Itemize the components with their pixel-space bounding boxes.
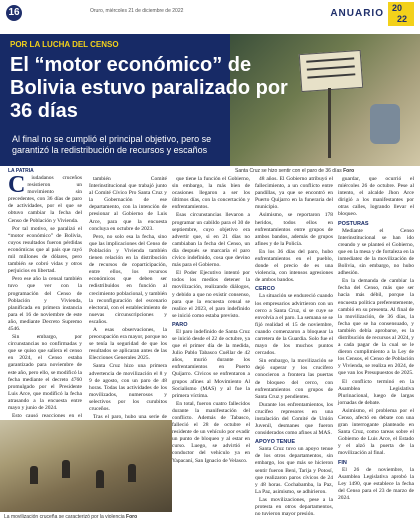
heading-paro: PARO <box>172 321 188 328</box>
motorcycle <box>370 104 400 144</box>
photo-caption-top: Santa Cruz se hizo sentir con el paro de 36 días Foro <box>235 168 355 174</box>
column-5: guardar, que ocurrió el miércoles 26 de octubre. Pese al intento, el alcalde Jhon Arce dirigió a los manifestantes por otras calles, logrando llevar el bloqueo. POSTURAS Mediante el Censo Interinstitucional se han ido creando y se planteó el Gobierno, que en la mesa y de fortaleza en la inmediatez de la movilización de Bolivia, sin embargo, no hubo adhesión. En la demanda de cambiar la fecha del Censo, más que ser hacia más débil, porque la encuesta política preferentemente, cambió en su presenta. Al final de la movilización, de 36 días, la fecha que se ha consensuado, y también debía aprobarse, es la distribución de recursos al 2024, y a cada pagar de la cual se le dieron cumplimiento a la Ley de los Censos, el Censo de Población y Vivienda, se realiza en 2024, de que van los Presupuestos de 2025. El conflicto terminó en la Asamblea Legislativa Plurinacional, luego de largas jornadas de debate. Asimismo, el problema por el Censo, afectó en debate con una gran interrogante planteado en Santa Cruz, como tareas sobre el Gobierno de Luis Arce, el Estado y el alzó la puerta de la movilización al final. FIN El 26 de noviembre, la Asamblea Legislativa aprobó la Ley 1490, que establece la fecha del Censo para el 23 de marzo de 2024. <box>338 176 414 501</box>
sign-pole <box>328 88 331 158</box>
top-bar <box>0 0 420 30</box>
protester-figure <box>96 470 104 488</box>
heading-cerco: CERCO <box>255 286 275 293</box>
year-logo <box>388 2 414 26</box>
page-number: 16 <box>6 5 22 21</box>
protester-figure <box>30 466 38 484</box>
byline: LA PATRIA <box>8 168 34 174</box>
heading-apoyo-tenue: APOYO TENUE <box>255 439 296 446</box>
kicker: POR LA LUCHA DEL CENSO <box>10 40 119 49</box>
protest-sign <box>299 50 363 92</box>
subheadline: Al final no se cumplió el principal objetivo, pero se garantizó la redistribución de recursos y escaños <box>12 134 212 155</box>
year-bottom: 22 <box>397 14 408 24</box>
headline: El “motor económico” de Bolivia estuvo paralizado por 36 días <box>10 54 288 122</box>
dropcap: C <box>8 172 26 198</box>
photo-caption-bottom: La movilización cruceña se caracterizó por la violencia Foro <box>4 514 138 520</box>
protest-photo-bottom <box>0 420 172 512</box>
column-1: LA PATRIA C iudadanos cruceños resistieron un movimiento sin precedentes, con 36 días de paro de actividades, por el que se obtuvo cambiar la fecha del Censo de Población y Vivienda. Por tal motivo, se paralizó el “motor económico” de Bolivia, cuyos resultados fueron pérdidas económicas que al país que rayó mil millones de dólares, pero también se cobró vidas y otros perjuicios en libertad. Pero ese año la censal también tuvo que ver con la programación del Censo de Población y Vivienda, planificada en primera instancia para el 16 de noviembre de este año, mediante Decreto Supremo 4546. Sin embargo, por circunstancias no confirmadas y que se quiso que saliera el censo en 2024, el Censo estaba garantizado para noviembre de este año, pero ello, se modificó la fecha mediante el decreto 4760 promulgado por el Presidente Luis Arce, que modificó la fecha atrasando a la encuesta entre mayo y junio de 2024. Esto causó reacciones en el <box>8 168 82 420</box>
protester-figure <box>62 460 70 478</box>
heading-posturas: POSTURAS <box>338 220 369 227</box>
protester-figure <box>128 464 136 482</box>
column-2: también Comité Interinstitucional que trabajó junto al Comité Cívico Pro Santa Cruz y la Gobernación de ese departamento, con la intención de presionar al Gobierno de Luis Arce, para que la encuesta concluya en octubre de 2023. Pero, no solo esa la fecha, sino que las implicaciones del Censo de Población y Vivienda también tienen relación en la distribución de recursos de coparticipación, entre ellos, los recursos económicos que deben ser redistribuidos en función al crecimiento poblacional, y también la reconfiguración del escenario electoral, con el establecimiento de nuevas circunscripciones y escaños. A esas observaciones, la preocupación era mayor, porque no se tenía la seguridad de que los resultados se aplicaran antes de las Elecciones Generales 2025. Santa Cruz hizo una primera advertencia de movilización el 8 y 9 de agosto, con un paro de 48 horas. Todas las actividades de los movilizados, numerosos y selectivos por los curubitos cruceños. Tras el paro, hubo una serie de <box>89 176 167 421</box>
column-3: que tiene la función el Gobierno, sin embargo, la más bien de ocasiones llegaron a ser los últimos días, con la concertación y enfrentamientos. Esas circunstancias llevaron a programar un cabildo para el 30 de septiembre, cuyo objetivo era advertir que, si en 21 días no cambiaban la fecha del Censo, un día después se marcaría el paro cívico indefinido, cosa que devino más para el Gobierno. El Poder Ejecutivo intentó por todos los medios detener la movilización, realizando diálogos, y debido a que no existir consenso, para que la encuesta censal se realice el 2023, el paro indefinido se inició como estaba previsto. PARO El paro indefinido de Santa Cruz se inició desde el 22 de octubre, ya que el primer día de la medida, Julio Pablo Tabasco Cuéllar de 42 años, murió durante los enfrentamientos en Puerto Quijarro. Cívicos se enfrentaron a grupos afines al Movimiento Al Socialismo (MAS) y al fue la primera víctima. En total, fueron cuatro fallecidos durante la manifestación del conflicto. Además de Tabasco, falleció el 28 de octubre el residente de un vehículo por evadir un punto de bloqueo y al estar en curso. Luego, se advirtió el conductor del vehículo ya en Yapacaní, San Ignacio de Velasco. <box>172 176 250 464</box>
dateline: Oruro, miércoles 21 de diciembre de 2022 <box>90 8 184 14</box>
year-top: 20 <box>392 3 403 13</box>
header-banner <box>0 34 420 166</box>
heading-fin: FIN <box>338 459 347 466</box>
column-4: 48 años. El Gobierno atribuyó el fallecimiento, a un conflicto entre pandillas, ya que se encontró en Puerto Quijarro en la funeraria del municipio. Asimismo, se reportaron 178 heridos, todos ellos en enfrentamientos entre grupos de ambos bandos, además de grupos afines y de la Policía. En los 36 días del paro, hubo enfrentamientos en el pueblo, donde el precio de es una violencia, con intensos agresiones de ambos bandos. CERCO La situación se endureció cuando los empresarios advirtieron con un cerco a Santa Cruz, si se cuye se envolvía a el paro. La semana se se fijó realidad el 15 de noviembre, cuando comenzaron a bloquear la carretera de la Guardia. Solo fue el mayo de los muchos puntos cercados. Sin embargo, la movilización se dejó superar y los crucifero conocieron a frontera las puertas de bloqueo del cerco, con enfrentamientos con grupos de Santa Cruz y pendientes. Durante los enfrentamientos, los crucifeo represores en una instalación del Comité de Unión Juvenil, desmanes que fueron considerados como afines al MAS. APOYO TENUE Santa Cruz tuvo un apoyo tenue de los otros departamentos, sin embargo, los que más se hicieron sentir fueron Beni, Tarija y Potosí, que realizaron paros cívicos de 24 y 48 horas. Cochabamba, la Paz, La Paz, asimismo, se adhirieron. Las movilizaciones, pese a la protesta en otros departamentos, no tuvieron mayor presión. <box>255 176 333 518</box>
section-title: ANUARIO <box>330 8 384 19</box>
